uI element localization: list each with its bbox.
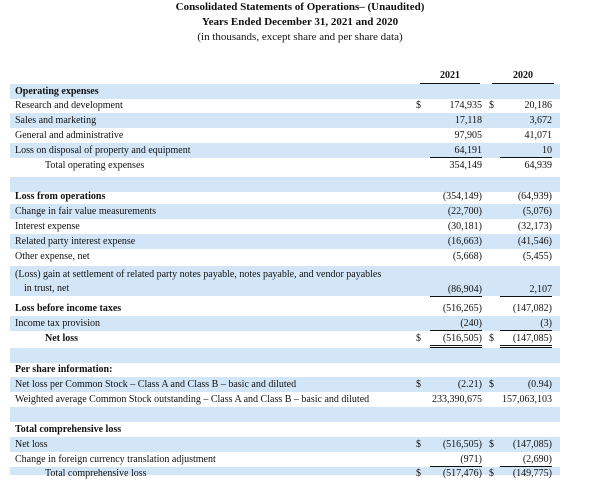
value-2020: (149,775): [512, 468, 552, 479]
value-2020: 2,107: [500, 284, 552, 297]
row-band: [10, 407, 560, 422]
opex-heading: Operating expenses: [15, 86, 99, 97]
currency-symbol: $: [416, 439, 421, 450]
row-label-total: Total operating expenses: [45, 160, 145, 171]
column-header-2020: 2020: [492, 70, 554, 84]
statement-units: (in thousands, except share and per share data): [197, 31, 403, 43]
row-label-total: Net loss: [45, 333, 79, 344]
row-label: Interest expense: [15, 221, 80, 232]
value-2021: (240): [430, 318, 482, 331]
row-label: General and administrative: [15, 130, 124, 141]
row-band: [10, 348, 560, 363]
value-2020: 41,071: [524, 130, 552, 141]
row-label: Loss before income taxes: [15, 303, 122, 314]
row-label: Research and development: [15, 100, 123, 111]
row-label: Loss from operations: [15, 191, 106, 202]
value-2020: (5,076): [522, 206, 552, 217]
comprehensive-heading: Total comprehensive loss: [15, 424, 122, 435]
value-2021: 97,905: [454, 130, 482, 141]
currency-symbol: $: [416, 468, 421, 479]
currency-symbol: $: [416, 333, 421, 344]
value-2020: 3,672: [529, 115, 552, 126]
value-2020: 64,939: [524, 160, 552, 171]
row-label: Net loss per Common Stock – Class A and Class B – basic and diluted: [15, 379, 297, 390]
value-2020: (64,939): [517, 191, 552, 202]
row-label: Income tax provision: [15, 318, 100, 329]
value-2021: (517,476): [442, 468, 482, 479]
value-2020: 20,186: [524, 100, 552, 111]
row-label: Sales and marketing: [15, 115, 97, 126]
value-2021: (22,700): [447, 206, 482, 217]
value-2021: 354,149: [449, 160, 482, 171]
value-2021: 174,935: [449, 100, 482, 111]
per-share-heading: Per share information:: [15, 364, 113, 375]
row-band: [10, 177, 560, 192]
value-2021: (516,505): [442, 439, 482, 450]
statement-title: Consolidated Statements of Operations– (Unaudited): [175, 1, 425, 13]
value-2020: 157,063,103: [502, 394, 552, 405]
value-2020: (147,085): [512, 439, 552, 450]
row-label: Loss on disposal of property and equipment: [15, 145, 191, 156]
value-2021: (5,668): [452, 251, 482, 262]
currency-symbol: $: [489, 468, 494, 479]
column-header-2021: 2021: [420, 70, 480, 84]
row-label: Related party interest expense: [15, 236, 136, 247]
statement-period: Years Ended December 31, 2021 and 2020: [201, 16, 399, 28]
value-2021: (971): [430, 454, 482, 467]
value-2020: (0.94): [527, 379, 552, 390]
value-2021: (354,149): [442, 191, 482, 202]
row-label-total: Total comprehensive loss: [45, 468, 147, 479]
gain-label-line1: (Loss) gain at settlement of related party notes payable, notes payable, and vendor payables: [15, 269, 382, 280]
value-2020: (2,690): [500, 454, 552, 467]
row-label: Other expense, net: [15, 251, 90, 262]
value-2020: (32,173): [517, 221, 552, 232]
value-2020: (41,546): [517, 236, 552, 247]
value-2021: (16,663): [447, 236, 482, 247]
currency-symbol: $: [416, 379, 421, 390]
value-2021: (30,181): [447, 221, 482, 232]
currency-symbol: $: [416, 100, 421, 111]
currency-symbol: $: [489, 379, 494, 390]
currency-symbol: $: [489, 100, 494, 111]
currency-symbol: $: [489, 333, 494, 344]
row-label: Change in foreign currency translation adjustment: [15, 454, 216, 465]
row-label: Weighted average Common Stock outstanding – Class A and Class B – basic and diluted: [15, 394, 370, 405]
row-label: Change in fair value measurements: [15, 206, 157, 217]
value-2020: 10: [500, 145, 552, 158]
value-2021: (516,265): [442, 303, 482, 314]
value-2021: (2.21): [457, 379, 482, 390]
value-2021: 233,390,675: [432, 394, 482, 405]
value-2020: (147,082): [512, 303, 552, 314]
value-2021: 17,118: [454, 115, 482, 126]
gain-label-line2: in trust, net: [24, 283, 70, 294]
row-label: Net loss: [15, 439, 48, 450]
value-2020: (147,085): [500, 333, 552, 348]
currency-symbol: $: [489, 439, 494, 450]
value-2021: 64,191: [430, 145, 482, 158]
value-2020: (3): [500, 318, 552, 331]
value-2021: (516,505): [430, 333, 482, 348]
value-2021: (86,904): [430, 284, 482, 297]
value-2020: (5,455): [522, 251, 552, 262]
